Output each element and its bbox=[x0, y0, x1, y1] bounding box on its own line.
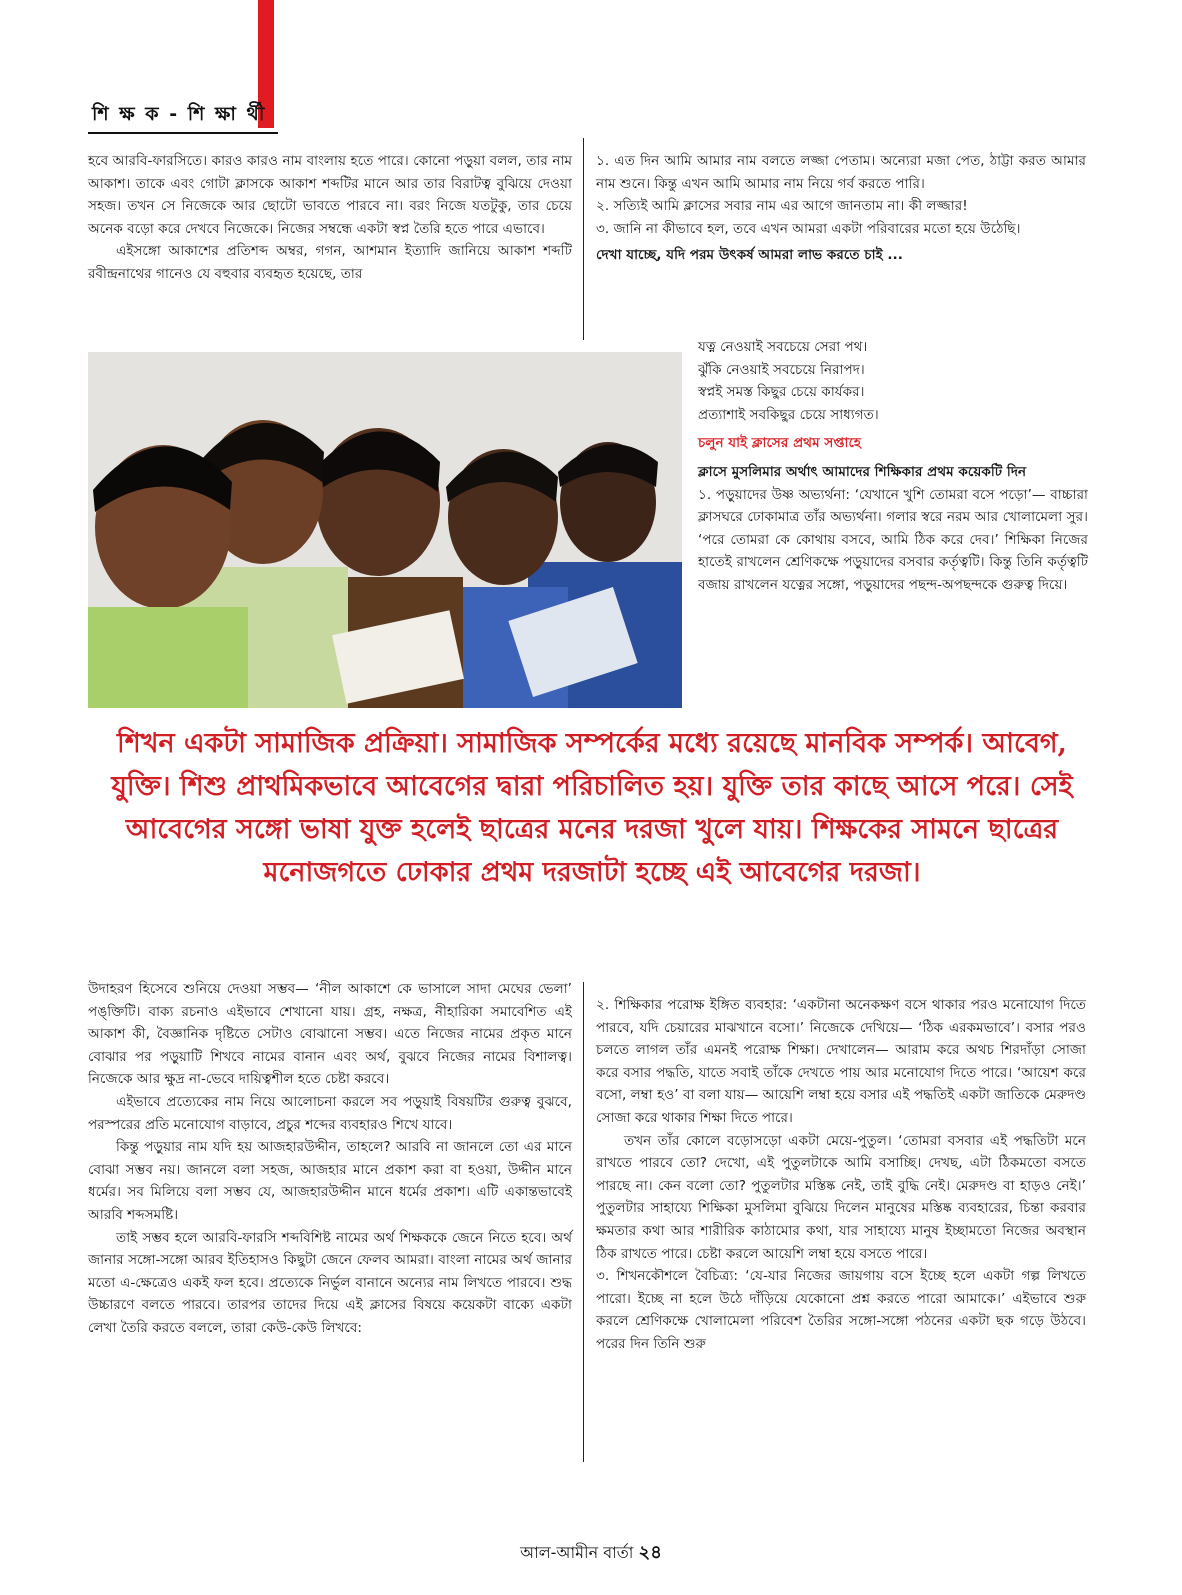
page-footer bbox=[0, 1538, 1182, 1569]
paragraph: এইভাবে প্রত্যেকের নাম নিয়ে আলোচনা করলে সব পড়ুয়াই বিষয়টির গুরুত্ব বুঝবে, পরস্পরের প্রতি মনোযোগ বাড়াবে, প্রচুর শব্দের ব্যবহারও শিখে যাবে। bbox=[88, 1093, 572, 1133]
column-top-left bbox=[88, 150, 572, 286]
list-item: ১. এত দিন আমি আমার নাম বলতে লজ্জা পেতাম। অন্যেরা মজা পেত, ঠাট্টা করত আমার নাম শুনে। কিন্তু এখন আমি আমার নাম নিয়ে গর্ব করতে পারি। bbox=[596, 153, 1086, 192]
red-subheading: চলুন যাই ক্লাসের প্রথম সপ্তাহে bbox=[698, 435, 862, 452]
page-number: ২৪ bbox=[638, 1542, 662, 1563]
children-reading-photo bbox=[88, 352, 682, 708]
paragraph: হবে আরবি-ফারসিতে। কারও কারও নাম বাংলায় হতে পারে। কোনো পড়ুয়া বলল, তার নাম আকাশ। তাকে এবং গোটা ক্লাসকে আকাশ শব্দটির মানে আর তার বিরাটত্ব বুঝিয়ে দেওয়া সহজ। তখন সে নিজেকে আর ছোটো ভাবতে পারবে না। বরং নিজে যতটুকু, তার চেয়ে অনেক বড়ো করে দেখবে নিজেকে। নিজের সম্বন্ধে একটা স্বপ্ন তৈরি হতে পারে এভাবে। bbox=[88, 153, 572, 237]
poem bbox=[698, 336, 1088, 426]
column-bottom-right bbox=[596, 994, 1086, 1356]
section-title: শি ক্ষ ক - শি ক্ষা র্থী bbox=[92, 103, 267, 125]
magazine-name: আল-আমীন বার্তা bbox=[520, 1543, 634, 1562]
paragraph: ২. শিক্ষিকার পরোক্ষ ইঙ্গিত ব্যবহার: ‘একটানা অনেকক্ষণ বসে থাকার পরও মনোযোগ দিতে পারবে, যদি চেয়ারের মাঝখানে বসো।’ নিজেকে দেখিয়ে— ‘ঠিক এরকমভাবে’। বসার পরও চলতে লাগল তাঁর এমনই পরোক্ষ শিক্ষা। দেখালেন— আরাম করে অথচ শিরদাঁড়া সোজা করে বসার পদ্ধতি, যাতে সবাই তাঁকে দেখতে পায় আর মনোযোগ দিতে পারে। ‘আয়েশ করে বসো, লম্বা হও’ বা বলা যায়— আয়েশি লম্বা হয়ে বসার এই পদ্ধতিই একটা জাতিকে মেরুদণ্ড সোজা করে থাকার শিক্ষা দিতে পারে। bbox=[596, 997, 1086, 1126]
poem-line: স্বপ্নই সমস্ত কিছুর চেয়ে কার্যকর। bbox=[698, 384, 865, 401]
paragraph: উদাহরণ হিসেবে শুনিয়ে দেওয়া সম্ভব— ‘নীল আকাশে কে ভাসালে সাদা মেঘের ভেলা’ পঙ্‌ক্তিটি। বাক্য রচনাও এইভাবে শেখানো যায়। গ্রহ, নক্ষত্র, নীহারিকা সমাবেশিত এই আকাশ কী, বৈজ্ঞানিক দৃষ্টিতে সেটাও বোঝানো সম্ভব। এতে নিজের নামের প্রকৃত মানে বোঝার পর পড়ুয়াটি শিখবে নামের বানান এবং অর্থ, বুঝবে নিজের নামের বিশালত্ব। নিজেকে আর ক্ষুদ্র না-ভেবে দায়িত্বশীল হতে চেষ্টা করবে। bbox=[88, 981, 572, 1088]
list-item: ২. সত্যিই আমি ক্লাসের সবার নাম এর আগে জানতাম না। কী লজ্জার! bbox=[596, 198, 968, 215]
list-item: ৩. জানি না কীভাবে হল, তবে এখন আমরা একটা পরিবারের মতো হয়ে উঠেছি। bbox=[596, 220, 1021, 237]
pull-quote: শিখন একটা সামাজিক প্রক্রিয়া। সামাজিক সম্পর্কের মধ্যে রয়েছে মানবিক সম্পর্ক। আবেগ, যুক্তি। শিশু প্রাথমিকভাবে আবেগের দ্বারা পরিচালিত হয়। যুক্তি তার কাছে আসে পরে। সেই আবেগের সঙ্গো ভাষা যুক্ত হলেই ছাত্রের মনের দরজা খুলে যায়। শিক্ষকের সামনে ছাত্রের মনোজগতে ঢোকার প্রথম দরজাটা হচ্ছে এই আবেগের দরজা। bbox=[111, 728, 1073, 888]
subheading: দেখা যাচ্ছে, যদি পরম উৎকর্ষ আমরা লাভ করতে চাই ... bbox=[596, 247, 903, 264]
poem-line: ঝুঁকি নেওয়াই সবচেয়ে নিরাপদ। bbox=[698, 361, 865, 378]
paragraph: ১. পড়ুয়াদের উষ্ণ অভ্যর্থনা: ‘যেখানে খুশি তোমরা বসে পড়ো’— বাচ্চারা ক্লাসঘরে ঢোকামাত্র তাঁর অভ্যর্থনা। গলার স্বরে নরম আর খোলামেলা সুর। ‘পরে তোমরা কে কোথায় বসবে, আমি ঠিক করে দেব।’ শিক্ষিকা নিজের হাতেই রাখলেন শ্রেণিকক্ষে পড়ুয়াদের বসবার কর্তৃত্বটি। কিন্তু তিনি কর্তৃত্বটি বজায় রাখলেন যত্নের সঙ্গো, পড়ুয়াদের পছন্দ-অপছন্দকে গুরুত্ব দিয়ে। bbox=[698, 486, 1088, 593]
column-divider bbox=[583, 982, 584, 1462]
photo-illustration bbox=[88, 352, 682, 708]
paragraph: তাই সম্ভব হলে আরবি-ফারসি শব্দবিশিষ্ট নামের অর্থ শিক্ষককে জেনে নিতে হবে। অর্থ জানার সঙ্গো-সঙ্গো আরব ইতিহাসও কিছুটা জেনে ফেলব আমরা। বাংলা নামের অর্থ জানার মতো এ-ক্ষেত্রেও একই ফল হবে। প্রত্যেকে নির্ভুল বানানে অন্যের নাম লিখতে পারবে। শুদ্ধ উচ্চারণে বলতে পারবে। তারপর তাদের দিয়ে এই ক্লাসের বিষয়ে কয়েকটা বাক্যে একটা লেখা তৈরি করতে বললে, তারা কেউ-কেউ লিখবে: bbox=[88, 1229, 572, 1336]
column-top-right bbox=[596, 150, 1086, 267]
header-underline bbox=[88, 132, 278, 134]
column-bottom-left bbox=[88, 978, 572, 1340]
poem-line: প্রত্যাশাই সবকিছুর চেয়ে সাধ্যগত। bbox=[698, 406, 879, 423]
column-divider bbox=[583, 138, 584, 340]
paragraph: ৩. শিখনকৌশলে বৈচিত্র্য: ‘যে-যার নিজের জায়গায় বসে ইচ্ছে হলে একটা গল্প লিখতে পারো। ইচ্ছে না হলে উঠে দাঁড়িয়ে যেকোনো প্রশ্ন করতে পারো আমাকে।’ এইভাবে শুরু করলে শ্রেণিকক্ষে খোলামেলা পরিবেশ তৈরির সঙ্গো-সঙ্গো পঠনের একটা ছক গড়ে উঠবে। পরের দিন তিনি শুরু bbox=[596, 1268, 1086, 1352]
paragraph: তখন তাঁর কোলে বড়োসড়ো একটা মেয়ে-পুতুল। ‘তোমরা বসবার এই পদ্ধতিটা মনে রাখতে পারবে তো? দেখো, এই পুতুলটাকে আমি বসাচ্ছি। দেখছ, এটা ঠিকমতো বসতে পারছে না। কেন বলো তো? পুতুলটার মস্তিষ্ক নেই, তাই বুদ্ধি নেই। মেরুদণ্ড বা হাড়ও নেই।’ পুতুলটার সাহায্যে শিক্ষিকা মুসলিমা বুঝিয়ে দিলেন মানুষের মস্তিষ্ক ব্যবহারের, চিন্তা করবার ক্ষমতার কথা আর শারীরিক কাঠামোর কথা, যার সাহায্যে মানুষ ইচ্ছামতো নিজের অবস্থান ঠিক রাখতে পারে। চেষ্টা করলে আয়েশি লম্বা হয়ে বসতে পারে। bbox=[596, 1132, 1086, 1262]
paragraph: এইসঙ্গো আকাশের প্রতিশব্দ অম্বর, গগন, আশমান ইত্যাদি জানিয়ে আকাশ শব্দটি রবীন্দ্রনাথের গানেও যে বহুবার ব্যবহৃত হয়েছে, তার bbox=[88, 243, 572, 282]
paragraph: কিন্তু পড়ুয়ার নাম যদি হয় আজহারউদ্দীন, তাহলে? আরবি না জানলে তো এর মানে বোঝা সম্ভব নয়। জানলে বলা সহজ, আজহার মানে প্রকাশ করা বা হওয়া, উদ্দীন মানে ধর্মের। সব মিলিয়ে বলা সম্ভব যে, আজহারউদ্দীন মানে ধর্মের প্রকাশ। এটি একান্তভাবেই আরবি শব্দসমষ্টি। bbox=[88, 1139, 572, 1223]
bold-subheading: ক্লাসে মুসলিমার অর্থাৎ আমাদের শিক্ষিকার প্রথম কয়েকটি দিন bbox=[698, 463, 1027, 480]
poem-line: যত্ন নেওয়াই সবচেয়ে সেরা পথ। bbox=[698, 339, 868, 355]
column-mid-right bbox=[698, 336, 1088, 597]
